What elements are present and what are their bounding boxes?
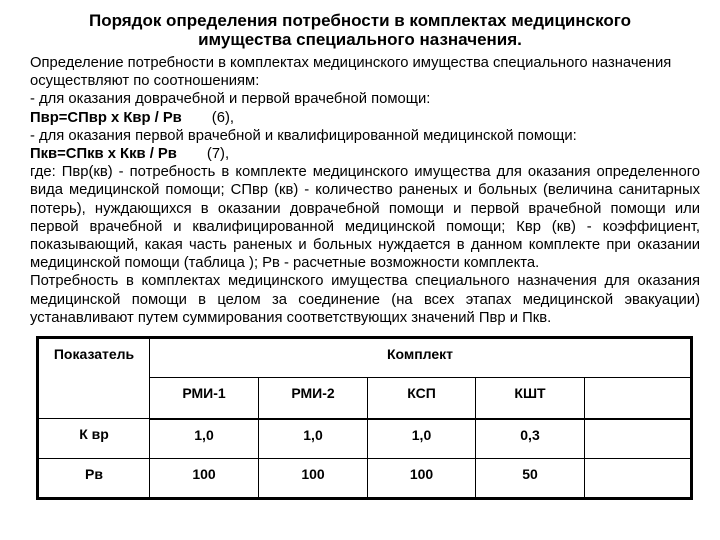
paragraph-definitions: где: Пвр(кв) - потребность в комплекте медицинского имущества для оказания определенного вида медицинской помощи; СПвр (кв) - количество раненых и больных (величина санитарных потерь), нуждающихся в оказании доврачебной помощи и первой врачебной помощи или первой врачебной и квалифицированной медицинской помощи; Квр (кв) - коэффициент, показывающий, какая часть раненых и больных нуждается в данном комплекте при оказании медицинской помощи (таблица ); Рв - расчетные возможности комплекта. <box>30 164 700 272</box>
formula-line-pvr <box>30 109 700 127</box>
table-row-rv <box>38 459 692 499</box>
table-row-kvr <box>38 419 692 459</box>
kit-column-header-rmi2: РМИ-2 <box>259 378 368 419</box>
value-cell: 1,0 <box>368 419 476 459</box>
row-label-rv: Рв <box>38 459 150 499</box>
formula-expression-pvr: Пвр=СПвр х Квр / Рв <box>30 109 182 126</box>
page-title <box>34 11 686 49</box>
value-cell: 100 <box>259 459 368 499</box>
table-header-indicator: Показатель <box>38 338 150 419</box>
page-title-line-1: Порядок определения потребности в комплектах медицинского <box>88 11 632 30</box>
value-cell: 100 <box>150 459 259 499</box>
paragraph-summary: Потребность в комплектах медицинского имущества специального назначения для оказания медицинской помощи в целом за соединение (на всех этапах медицинской эвакуации) устанавливают путем суммирования соответствующих значений Пвр и Пкв. <box>30 273 700 326</box>
value-cell: 0,3 <box>476 419 585 459</box>
table-header-row-group <box>38 338 692 378</box>
body-text <box>30 54 700 327</box>
kit-column-header-empty <box>585 378 692 419</box>
kit-column-header-ksht: КШТ <box>476 378 585 419</box>
value-cell-empty <box>585 459 692 499</box>
coefficients-table <box>36 336 693 500</box>
kit-column-header-rmi1: РМИ-1 <box>150 378 259 419</box>
formula-number-7: (7), <box>206 146 230 163</box>
value-cell: 100 <box>368 459 476 499</box>
bullet-line-qualified-aid: - для оказания первой врачебной и квалифицированной медицинской помощи: <box>30 127 577 144</box>
value-cell-empty <box>585 419 692 459</box>
page-title-line-2: имущества специального назначения. <box>198 30 522 49</box>
paragraph-intro: Определение потребности в комплектах медицинского имущества специального назначения осуществляют по соотношениям: <box>30 55 672 90</box>
bullet-line-first-aid: - для оказания доврачебной и первой врачебной помощи: <box>30 91 431 108</box>
value-cell: 1,0 <box>150 419 259 459</box>
formula-line-pkv <box>30 145 700 163</box>
row-label-kvr: К вр <box>38 419 150 459</box>
table-header-kit-group: Комплект <box>150 338 692 378</box>
formula-expression-pkv: Пкв=СПкв х Ккв / Рв <box>30 146 177 163</box>
kit-column-header-ksp: КСП <box>368 378 476 419</box>
value-cell: 50 <box>476 459 585 499</box>
formula-number-6: (6), <box>211 109 234 126</box>
value-cell: 1,0 <box>259 419 368 459</box>
